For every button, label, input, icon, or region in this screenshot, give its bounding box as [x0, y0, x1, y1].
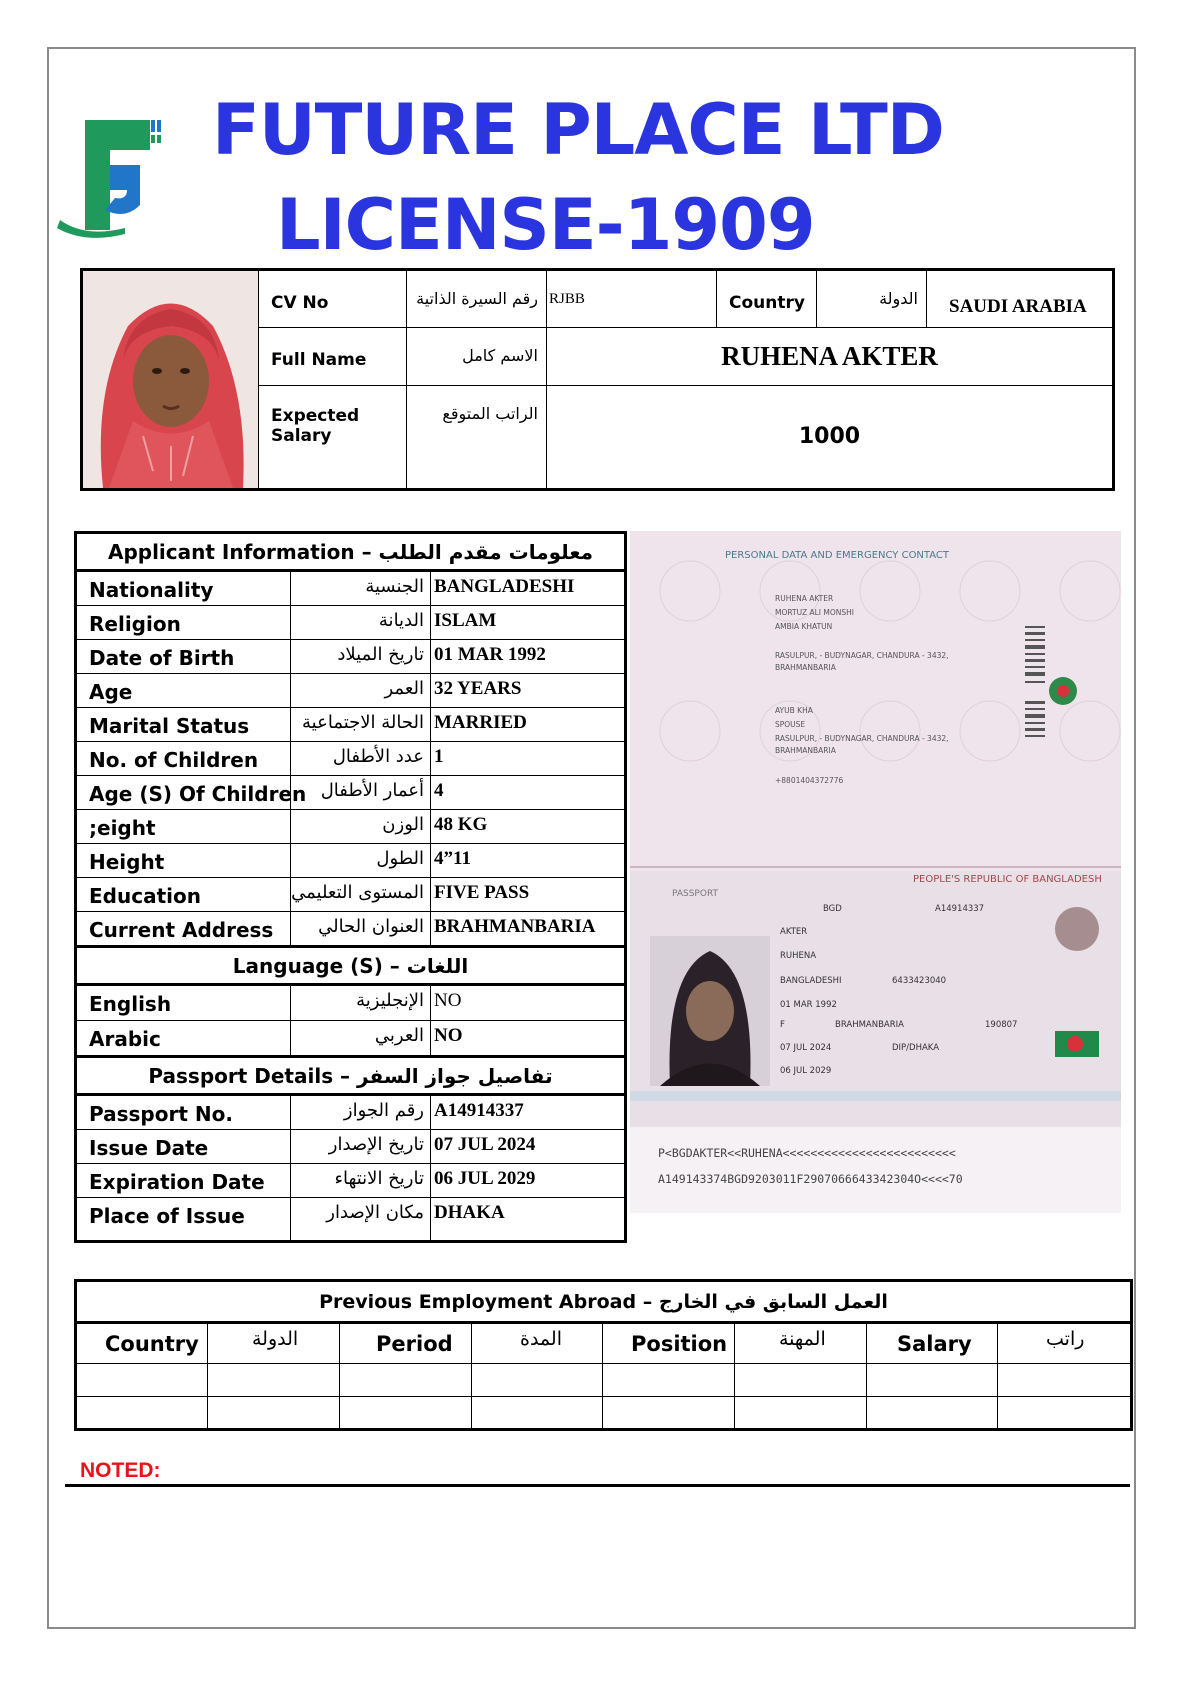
field-value: 1	[434, 746, 444, 767]
passport-expiry-date: 06 JUL 2029	[780, 1066, 832, 1076]
passport-emergency-address-2: BRAHMANBARIA	[775, 746, 836, 755]
table-row	[77, 1021, 624, 1058]
table-row	[77, 776, 624, 810]
field-value: 48 KG	[434, 814, 488, 835]
field-label-ar: الحالة الاجتماعية	[291, 708, 431, 741]
passport-given-name: RUHENA	[780, 951, 817, 961]
field-label-ar: العمر	[291, 674, 431, 707]
applicant-photo	[83, 271, 259, 488]
passport-address-1: RASULPUR, - BUDYNAGAR, CHANDURA - 3432,	[775, 651, 949, 660]
table-cell	[340, 1397, 472, 1428]
table-cell	[998, 1364, 1130, 1397]
full-name-value: RUHENA AKTER	[547, 328, 1112, 386]
country-value: SAUDI ARABIA	[927, 271, 1112, 328]
noted-underline	[65, 1484, 1130, 1487]
table-row	[77, 810, 624, 844]
field-label-ar: تاريخ الإصدار	[291, 1130, 431, 1163]
field-label: Age	[77, 674, 291, 707]
table-row	[77, 1164, 624, 1198]
passport-mother: AMBIA KHATUN	[775, 622, 833, 631]
passport-country-header: PEOPLE'S REPUBLIC OF BANGLADESH	[913, 874, 1102, 885]
noted-label: NOTED:	[80, 1459, 161, 1482]
field-label-ar: العنوان الحالي	[291, 912, 431, 945]
table-cell	[472, 1364, 603, 1397]
previous-employment-table	[74, 1279, 1133, 1431]
table-cell	[867, 1397, 998, 1428]
table-cell	[735, 1364, 867, 1397]
field-label-ar: المستوى التعليمي	[291, 878, 431, 911]
field-label-ar: تاريخ الميلاد	[291, 640, 431, 673]
field-label-ar: الوزن	[291, 810, 431, 843]
column-header: Country	[77, 1324, 208, 1364]
passport-number: A14914337	[935, 904, 985, 914]
table-row	[77, 742, 624, 776]
field-label: Height	[77, 844, 291, 877]
table-row	[77, 640, 624, 674]
table-row	[77, 572, 624, 606]
passport-page-title: PERSONAL DATA AND EMERGENCY CONTACT	[725, 550, 950, 561]
field-label: Date of Birth	[77, 640, 291, 673]
expected-salary-label-ar: الراتب المتوقع	[407, 386, 547, 488]
applicant-information-table	[74, 531, 627, 1243]
company-name: FUTURE PLACE LTD	[212, 89, 944, 171]
employment-section-title: Previous Employment Abroad – العمل السابق في الخارج	[77, 1282, 1130, 1324]
table-row	[77, 1096, 624, 1130]
applicant-section-title: Applicant Information – معلومات مقدم الطلب	[77, 534, 624, 572]
table-cell	[998, 1397, 1130, 1428]
field-label-ar: الديانة	[291, 606, 431, 639]
field-value: NO	[434, 1025, 463, 1046]
passport-prev-no: 190807	[985, 1020, 1018, 1030]
field-value: 06 JUL 2029	[434, 1168, 536, 1189]
passport-section-title: Passport Details – تفاصيل جواز السفر	[77, 1058, 624, 1096]
field-value: BRAHMANBARIA	[434, 916, 596, 937]
table-row	[77, 844, 624, 878]
country-label-ar: الدولة	[817, 271, 927, 328]
field-label: Expiration Date	[77, 1164, 291, 1197]
table-row	[77, 878, 624, 912]
field-value: 07 JUL 2024	[434, 1134, 536, 1155]
field-value: 4	[434, 780, 444, 801]
passport-name: RUHENA AKTER	[775, 594, 834, 603]
table-row	[77, 708, 624, 742]
field-label: Nationality	[77, 572, 291, 605]
table-cell	[472, 1397, 603, 1428]
field-label-ar: مكان الإصدار	[291, 1198, 431, 1240]
passport-nationality: BANGLADESHI	[780, 976, 842, 986]
field-label: Religion	[77, 606, 291, 639]
field-label: Marital Status	[77, 708, 291, 741]
field-label: Passport No.	[77, 1096, 291, 1129]
column-header: الدولة	[208, 1324, 340, 1364]
field-label: Issue Date	[77, 1130, 291, 1163]
field-label-ar: العربي	[291, 1021, 431, 1055]
column-header: راتب	[998, 1324, 1130, 1364]
table-row	[77, 986, 624, 1021]
passport-code: BGD	[823, 904, 842, 914]
passport-scan-image	[630, 531, 1121, 1213]
expected-salary-value: 1000	[798, 424, 861, 449]
cv-summary-table	[80, 268, 1115, 491]
table-row	[77, 1198, 624, 1240]
table-cell	[603, 1397, 735, 1428]
passport-emergency-name: AYUB KHA	[775, 706, 813, 715]
field-label: English	[77, 986, 291, 1020]
column-header: المدة	[472, 1324, 603, 1364]
country-label: Country	[717, 271, 817, 328]
full-name-label: Full Name	[259, 328, 407, 386]
passport-mrz-line-1: P<BGDAKTER<<RUHENA<<<<<<<<<<<<<<<<<<<<<<<<<	[658, 1146, 956, 1160]
passport-relationship: SPOUSE	[775, 720, 806, 729]
table-cell	[77, 1397, 208, 1428]
license-number: LICENSE-1909	[276, 184, 815, 266]
field-label: Current Address	[77, 912, 291, 945]
cv-no-value: RJBB	[547, 271, 717, 328]
table-cell	[735, 1397, 867, 1428]
table-cell	[867, 1364, 998, 1397]
field-label: Education	[77, 878, 291, 911]
cv-no-label-ar: رقم السيرة الذاتية	[407, 271, 547, 328]
field-value: 32 YEARS	[434, 678, 522, 699]
column-header: Position	[603, 1324, 735, 1364]
field-value: MARRIED	[434, 712, 527, 733]
field-label: Place of Issue	[77, 1198, 291, 1240]
field-value: ISLAM	[434, 610, 497, 631]
passport-sex: F	[780, 1020, 785, 1030]
column-header: المهنة	[735, 1324, 867, 1364]
passport-birthplace: BRAHMANBARIA	[835, 1020, 904, 1030]
table-cell	[208, 1364, 340, 1397]
fp-logo-icon	[55, 110, 165, 245]
field-label-ar: عدد الأطفال	[291, 742, 431, 775]
passport-telephone: +8801404372776	[775, 776, 844, 785]
passport-personal-no: 6433423040	[892, 976, 947, 986]
table-cell	[208, 1397, 340, 1428]
field-value: 01 MAR 1992	[434, 644, 546, 665]
field-label-ar: تاريخ الانتهاء	[291, 1164, 431, 1197]
table-cell	[77, 1364, 208, 1397]
table-cell	[603, 1364, 735, 1397]
field-label: Arabic	[77, 1021, 291, 1055]
passport-dob: 01 MAR 1992	[780, 1000, 837, 1010]
passport-father: MORTUZ ALI MONSHI	[775, 608, 855, 617]
field-label: No. of Children	[77, 742, 291, 775]
field-label-ar: الجنسية	[291, 572, 431, 605]
passport-address-2: BRAHMANBARIA	[775, 663, 836, 672]
field-value: 4”11	[434, 848, 471, 869]
passport-issue-date: 07 JUL 2024	[780, 1043, 832, 1053]
field-label-ar: أعمار الأطفال	[291, 776, 431, 809]
table-row	[77, 912, 624, 948]
full-name-label-ar: الاسم كامل	[407, 328, 547, 386]
column-header: Period	[340, 1324, 472, 1364]
field-value: BANGLADESHI	[434, 576, 575, 597]
passport-authority: DIP/DHAKA	[892, 1043, 940, 1053]
field-value: DHAKA	[434, 1202, 505, 1223]
field-label: ;eight	[77, 810, 291, 843]
column-header: Salary	[867, 1324, 998, 1364]
field-label-ar: الطول	[291, 844, 431, 877]
field-value: NO	[434, 990, 462, 1011]
field-label: Age (S) Of Children	[77, 776, 291, 809]
table-cell	[340, 1364, 472, 1397]
cv-no-label: CV No	[259, 271, 407, 328]
passport-word: PASSPORT	[672, 889, 719, 899]
passport-surname: AKTER	[780, 927, 808, 937]
expected-salary-label: Expected Salary	[259, 386, 407, 488]
table-row	[77, 606, 624, 640]
field-label-ar: الإنجليزية	[291, 986, 431, 1020]
field-value: FIVE PASS	[434, 882, 530, 903]
field-label-ar: رقم الجواز	[291, 1096, 431, 1129]
field-value: A14914337	[434, 1100, 524, 1121]
table-row	[77, 674, 624, 708]
table-row	[77, 1130, 624, 1164]
passport-mrz-line-2: A149143374BGD9203011F2907066643342304O<<<<70	[658, 1172, 963, 1186]
languages-section-title: Language (S) – اللغات	[77, 948, 624, 986]
passport-emergency-address-1: RASULPUR, - BUDYNAGAR, CHANDURA - 3432,	[775, 734, 949, 743]
